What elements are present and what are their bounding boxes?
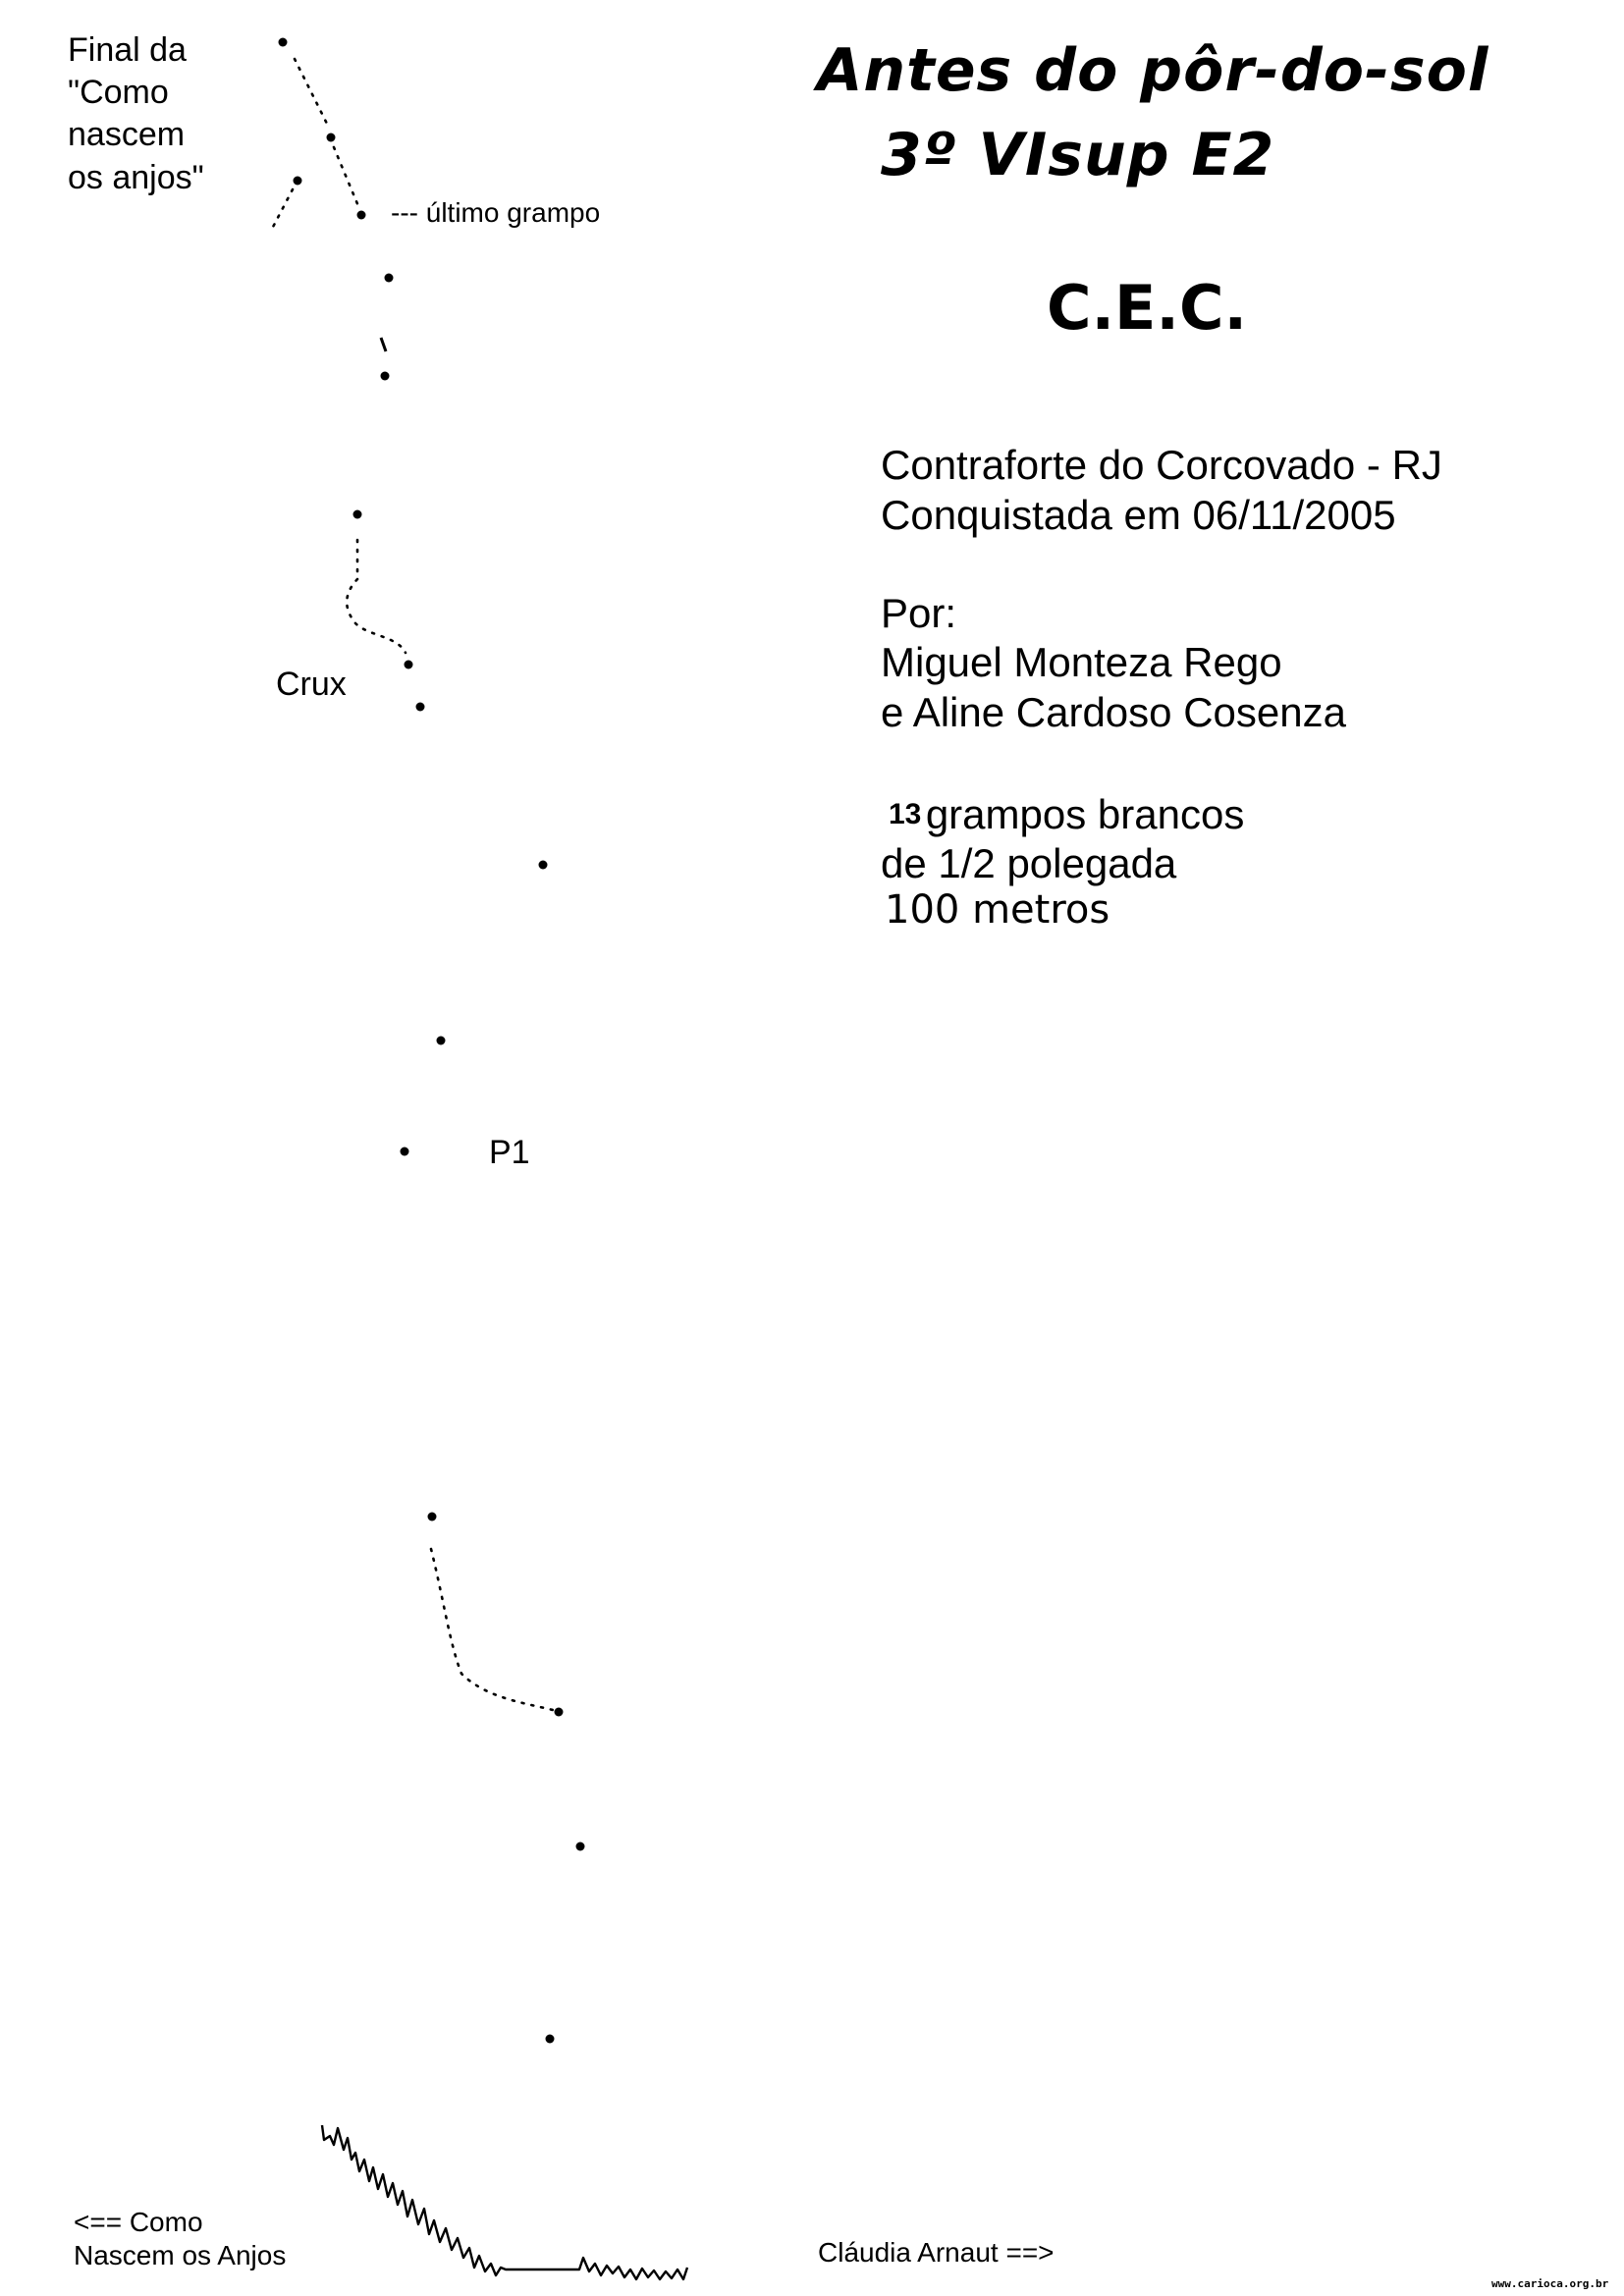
bolt-marker: [327, 133, 336, 142]
bolt-marker: [279, 38, 288, 47]
left-route-label-line: <== Como: [74, 2207, 203, 2237]
route-length: 100 metros: [885, 887, 1110, 933]
bolt-marker: [437, 1037, 446, 1045]
final-label-line: Final da: [68, 31, 187, 69]
ground-profile: [322, 2125, 687, 2279]
route-line-segment: [381, 338, 386, 351]
route-line-segment: [431, 1549, 553, 1710]
route-line-segment: [295, 59, 329, 128]
final-label: [68, 29, 204, 199]
route-line-dotted: [271, 59, 553, 1710]
bolt-marker: [294, 177, 302, 186]
club-name: C.E.C.: [1047, 272, 1248, 344]
bolt-markers: [279, 38, 585, 2044]
final-label-line: "Como: [68, 74, 169, 112]
bolt-marker: [416, 703, 425, 712]
bolt-marker: [381, 372, 390, 381]
right-route-label: Cláudia Arnaut ==>: [818, 2237, 1055, 2268]
p1-label: P1: [489, 1134, 530, 1171]
bolt-marker: [546, 2035, 555, 2044]
by-label: Por:: [881, 590, 957, 636]
left-route-label: [74, 2206, 286, 2271]
bolt-marker: [539, 861, 548, 870]
bolt-count-line: [889, 790, 1244, 839]
author-2: e Aline Cardoso Cosenza: [881, 689, 1346, 735]
bolt-size: de 1/2 polegada: [881, 840, 1177, 886]
route-title-line1: Antes do pôr-do-sol: [817, 36, 1489, 105]
bolt-marker: [405, 661, 413, 669]
route-grade: 3º VIsup E2: [881, 121, 1275, 189]
route-line-segment: [347, 540, 406, 653]
final-label-line: os anjos": [68, 158, 204, 196]
watermark: www.carioca.org.br: [1491, 2277, 1609, 2290]
location-text: Contraforte do Corcovado - RJ: [881, 442, 1442, 488]
final-label-line: nascem: [68, 116, 186, 154]
bolt-marker: [353, 510, 362, 519]
bolt-count: 13: [889, 798, 922, 831]
last-bolt-label: --- último grampo: [391, 197, 601, 228]
bolt-marker: [401, 1148, 409, 1156]
bolt-marker: [428, 1513, 437, 1522]
left-route-label-line: Nascem os Anjos: [74, 2239, 287, 2270]
bolt-marker: [385, 274, 394, 283]
route-line-segment: [334, 147, 358, 206]
first-ascent-date: Conquistada em 06/11/2005: [881, 492, 1396, 538]
bolt-marker: [357, 211, 366, 220]
author-1: Miguel Monteza Rego: [881, 639, 1282, 685]
crux-label: Crux: [276, 666, 347, 703]
bolt-marker: [576, 1842, 585, 1851]
route-line-segment: [271, 189, 293, 231]
bolt-description: grampos brancos: [925, 791, 1245, 837]
bolt-marker: [555, 1708, 564, 1717]
